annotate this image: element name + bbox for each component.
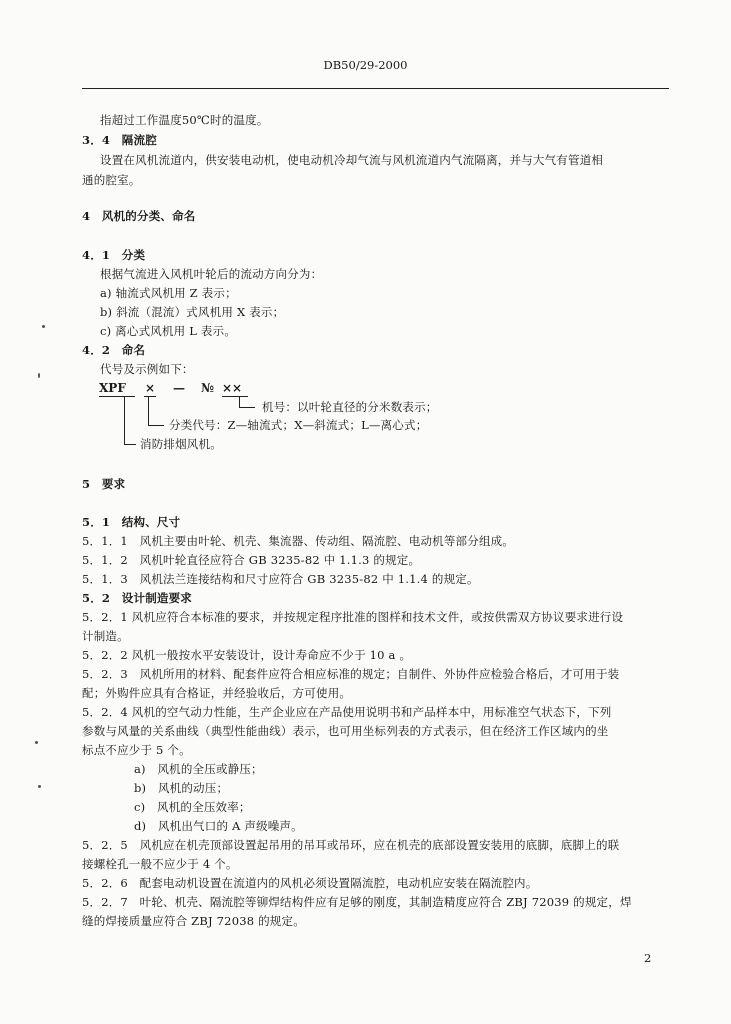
- section-5-heading: 5 要求: [82, 477, 126, 491]
- page-number: 2: [644, 951, 652, 965]
- code-leader: [124, 397, 125, 444]
- code-leader: [148, 425, 164, 426]
- list-item: d) 风机出气口的 A 声级噪声。: [134, 819, 303, 833]
- section-4-heading: 4 风机的分类、命名: [82, 209, 196, 223]
- section-4-2-heading: 4．2 命名: [82, 343, 146, 357]
- list-item: b) 风机的动压；: [134, 781, 229, 795]
- code-underline: [222, 396, 248, 397]
- text-line: 5．2．2 风机一般按水平安装设计，设计寿命应不少于 10 a 。: [82, 648, 412, 662]
- text-line: 5．1．2 风机叶轮直径应符合 GB 3235-82 中 1.1.3 的规定。: [82, 553, 421, 567]
- header-rule: [82, 88, 669, 89]
- text-line: 代号及示例如下：: [100, 362, 194, 376]
- text-line: 5．2．6 配套电动机设置在流道内的风机必须设置隔流腔，电动机应安装在隔流腔内。: [82, 876, 538, 890]
- list-item: c) 风机的全压效率；: [134, 800, 251, 814]
- text-line: 设置在风机流道内，供安装电动机，使电动机冷却气流与风机流道内气流隔离，并与大气有管道相: [100, 153, 604, 167]
- text-line: 计制造。: [82, 629, 129, 643]
- section-3-4-heading: 3．4 隔流腔: [82, 133, 157, 147]
- text-line: 5．2．3 风机所用的材料、配套件应符合相应标准的规定；自制件、外协件应检验合格后，才可用于装: [82, 667, 620, 681]
- section-4-1-heading: 4．1 分类: [82, 248, 146, 262]
- text-line: 接螺栓孔一般不应少于 4 个。: [82, 857, 238, 871]
- code-class-symbol: ×: [145, 381, 156, 395]
- text-line: 5．2．1 风机应符合本标准的要求，并按规定程序批准的图样和技术文件，或按供需双方协议要求进行设: [82, 610, 624, 624]
- scan-speck: [38, 785, 41, 788]
- code-underline: [144, 396, 156, 397]
- code-annotation-class: 分类代号：Z—轴流式；X—斜流式；L—离心式；: [169, 418, 428, 432]
- list-item: b) 斜流（混流）式风机用 X 表示；: [100, 305, 285, 319]
- section-5-1-heading: 5．1 结构、尺寸: [82, 515, 181, 529]
- text-line: 5．2．7 叶轮、机壳、隔流腔等铆焊结构件应有足够的刚度，其制造精度应符合 ZBJ 72039 的规定，焊: [82, 895, 632, 909]
- text-line: 5．2．5 风机应在机壳顶部设置起吊用的吊耳或吊环，应在机壳的底部设置安装用的底脚，底脚上的联: [82, 838, 620, 852]
- text-line: 5．1．3 风机法兰连接结构和尺寸应符合 GB 3235-82 中 1.1.4 的规定。: [82, 572, 479, 586]
- text-line: 5．2．4 风机的空气动力性能，生产企业应在产品使用说明书和产品样本中，用标准空气状态下，下列: [82, 705, 612, 719]
- text-line: 5．1．1 风机主要由叶轮、机壳、集流器、传动组、隔流腔、电动机等部分组成。: [82, 534, 515, 548]
- code-annotation-prefix: 消防排烟风机。: [140, 437, 222, 451]
- code-no-sign: №: [201, 381, 215, 395]
- list-item: a) 轴流式风机用 Z 表示；: [100, 286, 237, 300]
- running-header: DB50/29-2000: [323, 58, 408, 72]
- code-leader: [148, 397, 149, 425]
- code-prefix: XPF: [99, 381, 126, 395]
- code-annotation-number: 机号：以叶轮直径的分米数表示；: [262, 400, 438, 414]
- text-line: 指超过工作温度50℃时的温度。: [100, 113, 269, 127]
- text-line: 通的腔室。: [82, 173, 141, 187]
- text-line: 配；外购件应具有合格证，并经验收后，方可使用。: [82, 686, 352, 700]
- list-item: c) 离心式风机用 L 表示。: [100, 324, 237, 338]
- text-line: 标点不应少于 5 个。: [82, 743, 191, 757]
- scan-speck: [42, 325, 45, 328]
- list-item: a) 风机的全压或静压；: [134, 762, 263, 776]
- code-underline: [99, 396, 135, 397]
- code-number-symbol: ××: [222, 381, 243, 395]
- scan-speck: [35, 741, 38, 744]
- scan-speck: [38, 373, 40, 378]
- section-5-2-heading: 5．2 设计制造要求: [82, 591, 193, 605]
- text-line: 根据气流进入风机叶轮后的流动方向分为：: [100, 267, 323, 281]
- code-leader: [239, 407, 255, 408]
- code-leader: [239, 397, 240, 407]
- text-line: 参数与风量的关系曲线（典型性能曲线）表示，也可用坐标列表的方式表示，但在经济工作区域内的坐: [82, 724, 609, 738]
- code-dash: —: [173, 381, 185, 395]
- text-line: 缝的焊接质量应符合 ZBJ 72038 的规定。: [82, 914, 305, 928]
- code-leader: [124, 444, 136, 445]
